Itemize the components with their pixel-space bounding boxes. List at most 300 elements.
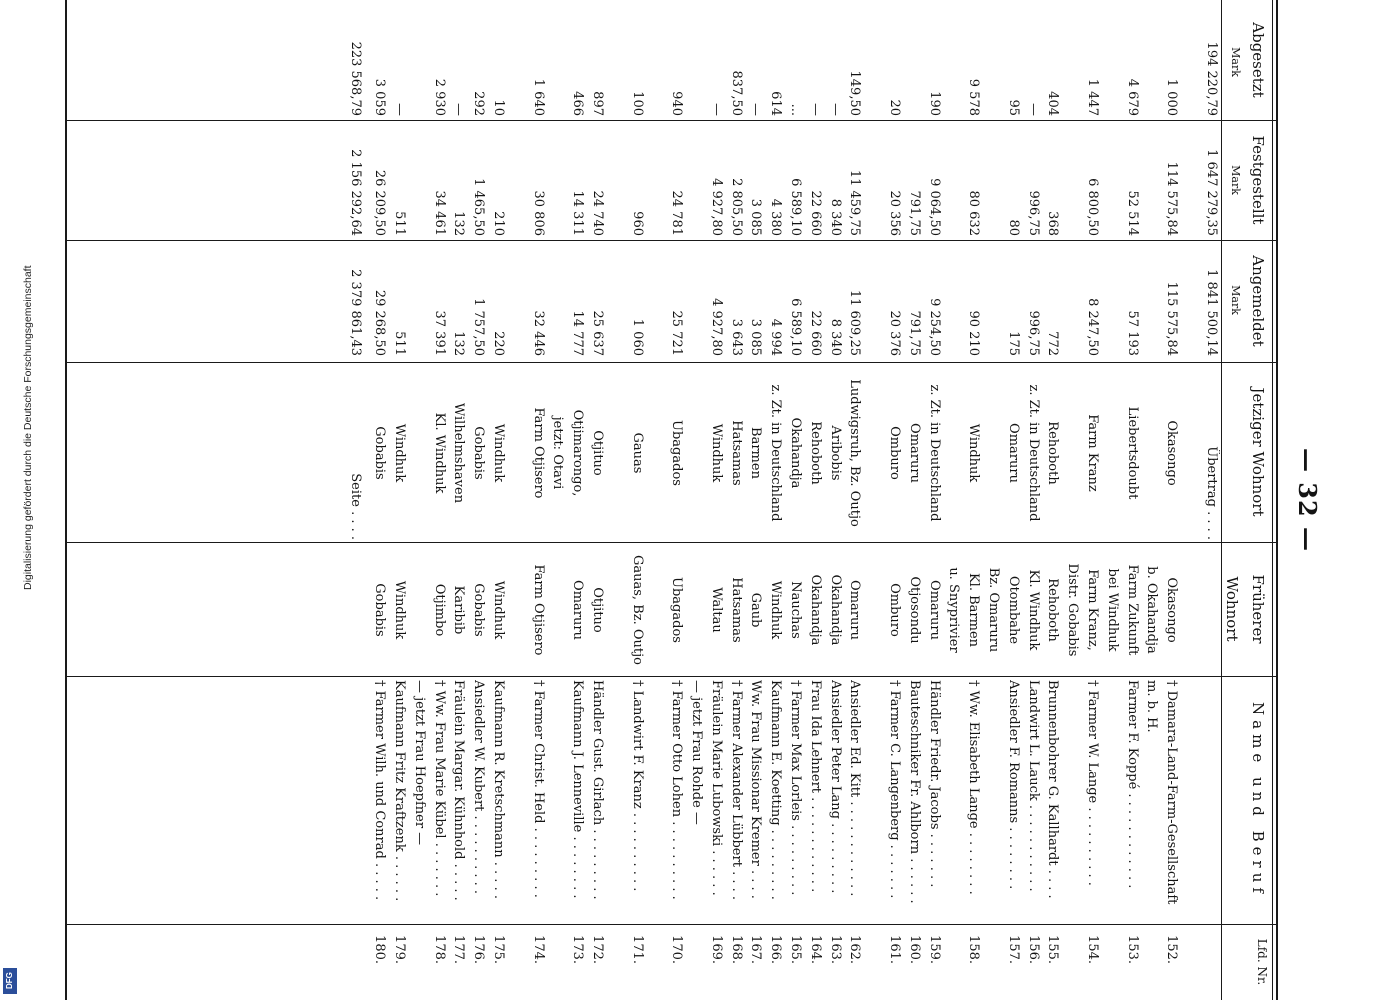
row-jetziger-wohnort: Otjimarongo, (570, 409, 586, 497)
row-angemeldet (1063, 244, 1081, 356)
row-jetziger-wohnort: Aribobis (827, 425, 843, 481)
row-name: Bauteschniker Fr. Ahlborn . . . . . . (906, 680, 922, 904)
row-name: † Farmer Max Lorleis . . . . . . . . . (788, 680, 803, 896)
row-frueherer-wohnort: Distr. Gobabis (1065, 563, 1081, 657)
row-frueherer-wohnort: bei Windhuk (1104, 568, 1120, 652)
row-frueherer-wohnort: b. Okahandja (1144, 566, 1160, 654)
row-frueherer-wohnort (687, 546, 705, 674)
row-festgestellt: 52 514 (1124, 190, 1140, 236)
row-jetziger-wohnort: Kl. Windhuk (431, 412, 447, 494)
table-row (608, 0, 626, 1000)
row-nr: 153. (1124, 935, 1140, 964)
table-row (845, 0, 863, 1000)
row-angemeldet: 1 757,50 (471, 298, 487, 356)
row-name (944, 680, 962, 922)
table-row (390, 0, 408, 1000)
row-name: Kaufmann E. Koetting . . . . . . . . . (768, 680, 784, 900)
row-name: † Farmer Wilh. und Conrad . . . . . (372, 680, 388, 901)
table-row (1123, 0, 1141, 1000)
row-angemeldet: 32 446 (530, 310, 546, 356)
row-frueherer-wohnort: Okahandja (827, 574, 843, 646)
row-abgesetzt: — (748, 103, 764, 116)
table-row (1043, 0, 1061, 1000)
row-abgesetzt: 1 640 (530, 78, 546, 116)
row-nr: 163. (827, 935, 843, 964)
row-name: Ansiedler F. Romanns . . . . . . . . (1005, 680, 1021, 890)
row-name: Brunnenbohrer G. Kallhardt . . . . (1045, 680, 1061, 899)
row-abgesetzt (865, 8, 883, 116)
row-abgesetzt: 2 930 (431, 78, 447, 116)
header-jetziger-wohnort: Jetziger Wohnort (1249, 387, 1267, 517)
row-frueherer-wohnort: Otombahe (1005, 575, 1021, 645)
row-name: † Landwirt F. Kranz . . . . . . . . . . (629, 680, 645, 892)
row-festgestellt: 20 356 (887, 190, 902, 236)
row-abgesetzt (509, 8, 527, 116)
table-row (727, 0, 745, 1000)
row-abgesetzt: 897 (590, 91, 605, 116)
row-abgesetzt: ... (788, 103, 803, 116)
table-row (1063, 0, 1081, 1000)
row-jetziger-wohnort: Gobabis (471, 426, 487, 480)
row-nr (687, 928, 705, 964)
row-name: † Ww. Frau Marie Kübel . . . . . . . (431, 680, 447, 897)
row-festgestellt: 80 632 (966, 190, 982, 236)
row-name: Kaufmann Fritz Kraftzenk . . . . . . (392, 680, 407, 902)
row-jetziger-wohnort: Windhuk (966, 423, 982, 483)
row-nr: 162. (847, 935, 863, 964)
row-nr: 159. (926, 935, 942, 964)
row-jetziger-wohnort: Gobabis (372, 426, 388, 480)
row-angemeldet (509, 244, 527, 356)
row-jetziger-wohnort (1063, 366, 1081, 540)
row-frueherer-wohnort: Kl. Windhuk (1025, 569, 1041, 651)
row-abgesetzt: 95 (1005, 99, 1021, 116)
row-jetziger-wohnort (1103, 366, 1121, 540)
row-jetziger-wohnort: Omaruru (906, 423, 922, 483)
row-festgestellt: 6 589,10 (788, 178, 803, 236)
row-nr (1063, 928, 1081, 964)
row-abgesetzt: 10 (491, 99, 506, 116)
row-name (1103, 680, 1121, 922)
row-name: — jetzt Frau Rohde — (689, 680, 704, 825)
row-angemeldet: 20 376 (887, 310, 902, 356)
row-festgestellt: 6 800,50 (1085, 178, 1100, 236)
table-row (449, 0, 467, 1000)
row-name (509, 680, 527, 922)
row-name: † Farmer Otto Lohen . . . . . . . . . . (669, 680, 685, 900)
row-nr: 154. (1085, 935, 1100, 964)
row-festgestellt (1142, 124, 1160, 236)
uebertrag-festgestellt: 1 647 279,35 (1204, 149, 1219, 236)
row-name: Kaufmann J. Lenneville . . . . . . . . (570, 680, 586, 899)
table-row (1142, 0, 1160, 1000)
row-abgesetzt: 292 (471, 91, 487, 116)
row-frueherer-wohnort (608, 546, 626, 674)
row-name: m. b. H. (1144, 680, 1160, 733)
row-frueherer-wohnort: Gaub (748, 592, 764, 628)
row-angemeldet (548, 244, 566, 356)
row-angemeldet: 29 268,50 (372, 289, 388, 356)
row-abgesetzt: — (807, 103, 823, 116)
row-abgesetzt: 20 (887, 99, 902, 116)
header-angemeldet: Angemeldet (1249, 255, 1267, 347)
row-festgestellt: 9 064,50 (926, 178, 942, 236)
row-name: Farmer F. Koppé . . . . . . . . . . . . (1124, 680, 1140, 889)
row-frueherer-wohnort: Farm Zukunft (1124, 564, 1140, 656)
row-nr: 160. (906, 935, 922, 964)
row-festgestellt: 3 085 (748, 198, 764, 236)
row-festgestellt: 22 660 (807, 190, 823, 236)
row-frueherer-wohnort: Omaruru (926, 580, 942, 640)
row-abgesetzt (944, 8, 962, 116)
row-nr (1103, 928, 1121, 964)
table-row (628, 0, 646, 1000)
row-name (984, 680, 1002, 922)
row-name: Frau Ida Lehnert . . . . . . . . . . . . (807, 680, 823, 893)
row-name: Ansiedler W. Kubert . . . . . . . . . . (471, 680, 487, 895)
row-festgestellt: 2 805,50 (728, 178, 744, 236)
row-angemeldet: 772 (1045, 331, 1061, 356)
row-nr: 161. (887, 935, 902, 964)
row-festgestellt: 210 (491, 211, 506, 236)
row-name: † Farmer Christ. Held . . . . . . . . . (530, 680, 546, 898)
header-festgestellt: Festgestellt (1249, 135, 1267, 225)
row-frueherer-wohnort: Farm Otjisero (530, 564, 546, 656)
row-jetziger-wohnort (647, 366, 665, 540)
row-abgesetzt: 837,50 (728, 70, 744, 116)
row-angemeldet: 9 254,50 (926, 298, 942, 356)
row-name: Fräulein Margar. Kühnhold . . . . . (451, 680, 467, 901)
row-nr: 169. (708, 935, 724, 964)
row-name (548, 680, 566, 922)
row-abgesetzt: 1 000 (1164, 78, 1180, 116)
table-row (667, 0, 685, 1000)
row-frueherer-wohnort: Otjimbo (431, 583, 447, 637)
row-name: Händler Gust. Girlach . . . . . . . . . (590, 680, 605, 900)
row-nr (1142, 928, 1160, 964)
row-nr: 171. (629, 935, 645, 964)
row-angemeldet: 11 609,25 (847, 289, 863, 356)
row-jetziger-wohnort: z. Zt. in Deutschland (1025, 384, 1041, 522)
row-frueherer-wohnort: Farm Kranz, (1085, 569, 1100, 651)
row-nr: 156. (1025, 935, 1041, 964)
row-angemeldet (687, 244, 705, 356)
row-abgesetzt: — (827, 103, 843, 116)
row-nr: 155. (1045, 935, 1061, 964)
uebertrag-label: Übertrag . . . . (1204, 446, 1219, 540)
row-nr: 157. (1005, 935, 1021, 964)
seite-row (346, 0, 364, 1000)
row-angemeldet: 1 060 (629, 318, 645, 356)
row-nr: 158. (966, 935, 982, 964)
row-jetziger-wohnort: Barmen (748, 427, 764, 479)
dfg-logo: DFG (3, 968, 17, 994)
row-angemeldet: 8 247,50 (1085, 298, 1100, 356)
row-frueherer-wohnort: Rehoboth (1045, 578, 1061, 642)
row-festgestellt: 4 380 (768, 198, 784, 236)
row-jetziger-wohnort: Windhuk (392, 423, 407, 483)
row-nr: 167. (748, 935, 764, 964)
row-name: † Damara-Land-Farm-Gesellschaft (1164, 680, 1180, 905)
row-abgesetzt: 149,50 (847, 70, 863, 116)
row-name: Händler Friedr. Jacobs . . . . . . . (926, 680, 942, 888)
row-name: Ww. Frau Missionar Kremer . . . . (748, 680, 764, 899)
row-festgestellt (548, 124, 566, 236)
row-festgestellt (865, 124, 883, 236)
row-festgestellt: 1 465,50 (471, 178, 487, 236)
row-nr: 172. (590, 935, 605, 964)
row-angemeldet: 25 721 (669, 310, 685, 356)
unit-festgestellt: Mark (1229, 165, 1242, 195)
row-festgestellt: 368 (1045, 211, 1061, 236)
row-festgestellt: 11 459,75 (847, 169, 863, 236)
table-row (548, 0, 566, 1000)
row-angemeldet (410, 244, 428, 356)
row-abgesetzt: 466 (570, 91, 586, 116)
row-name: † Farmer Alexander Lübbert . . . . (728, 680, 744, 900)
row-angemeldet: 6 589,10 (788, 298, 803, 356)
row-frueherer-wohnort (410, 546, 428, 674)
uebertrag-angemeldet: 1 841 500,14 (1204, 269, 1219, 356)
table-row (826, 0, 844, 1000)
row-festgestellt: 791,75 (906, 190, 922, 236)
row-jetziger-wohnort (865, 366, 883, 540)
row-nr: 180. (372, 935, 388, 964)
row-frueherer-wohnort: Ubagados (669, 577, 685, 643)
row-angemeldet: 14 777 (570, 310, 586, 356)
row-abgesetzt (687, 8, 705, 116)
table-row (885, 0, 903, 1000)
table-row (746, 0, 764, 1000)
row-festgestellt: 80 (1005, 219, 1021, 236)
row-abgesetzt: 3 059 (372, 78, 388, 116)
header-abgesetzt: Abgesetzt (1249, 22, 1267, 98)
row-angemeldet: 57 193 (1124, 310, 1140, 356)
row-jetziger-wohnort: Liebertsdoubt (1124, 406, 1140, 500)
table-row (469, 0, 487, 1000)
row-frueherer-wohnort: Hatsamas (728, 577, 744, 643)
row-angemeldet: 511 (392, 331, 407, 356)
header-nr: Lfd. Nr. (1255, 938, 1269, 986)
row-frueherer-wohnort: Omaruru (570, 580, 586, 640)
row-festgestellt: 8 340 (827, 198, 843, 236)
row-festgestellt: 132 (451, 211, 467, 236)
row-abgesetzt (1103, 8, 1121, 116)
table-row (509, 0, 527, 1000)
row-frueherer-wohnort: Gobabis (471, 583, 487, 637)
row-abgesetzt (984, 8, 1002, 116)
digitization-note: Digitalisierung gefördert durch die Deutsche Forschungsgemeinschaft (22, 265, 34, 590)
row-angemeldet: 996,75 (1025, 310, 1041, 356)
row-name (647, 680, 665, 922)
table-row (786, 0, 804, 1000)
table-row (430, 0, 448, 1000)
row-frueherer-wohnort (865, 546, 883, 674)
row-name: Ansiedler Peter Lang . . . . . . . . . (827, 680, 843, 894)
header-frueherer-wohnort: Früherer Wohnort (1223, 574, 1267, 644)
row-angemeldet (984, 244, 1002, 356)
table-row (984, 0, 1002, 1000)
table-row (370, 0, 388, 1000)
table-row (806, 0, 824, 1000)
row-abgesetzt: 404 (1045, 91, 1061, 116)
uebertrag-row (1202, 0, 1220, 1000)
row-name: Kaufmann R. Kretschmann . . . . . (491, 680, 506, 899)
row-jetziger-wohnort: Ubagados (669, 420, 685, 486)
row-jetziger-wohnort (984, 366, 1002, 540)
row-name: Fräulein Marie Lubowski . . . . . . (708, 680, 724, 896)
unit-abgesetzt: Mark (1229, 47, 1242, 77)
row-name: — jetzt Frau Hoepfner — (411, 680, 427, 846)
row-nr: 166. (768, 935, 784, 964)
row-jetziger-wohnort: Rehoboth (807, 421, 823, 485)
row-jetziger-wohnort: Gauas (629, 432, 645, 474)
table-row (588, 0, 606, 1000)
row-angemeldet: 132 (451, 331, 467, 356)
row-festgestellt: 30 806 (530, 190, 546, 236)
row-angemeldet (647, 244, 665, 356)
table-row (964, 0, 982, 1000)
row-abgesetzt: 4 679 (1124, 78, 1140, 116)
row-name: Ansiedler Ed. Kitt . . . . . . . . . . . . (847, 680, 863, 897)
row-angemeldet: 4 927,80 (708, 298, 724, 356)
row-festgestellt: 34 461 (431, 190, 447, 236)
row-angemeldet (865, 244, 883, 356)
row-angemeldet: 3 643 (728, 318, 744, 356)
row-abgesetzt (1063, 8, 1081, 116)
unit-angemeldet: Mark (1229, 285, 1242, 315)
row-nr: 152. (1164, 935, 1180, 964)
row-angemeldet (1142, 244, 1160, 356)
row-festgestellt (984, 124, 1002, 236)
table-row (410, 0, 428, 1000)
row-jetziger-wohnort: jetzt: Otavi (550, 416, 566, 490)
seite-abgesetzt: 223 568,79 (348, 41, 364, 116)
row-nr (984, 928, 1002, 964)
row-nr: 170. (669, 935, 685, 964)
row-abgesetzt: 614 (768, 91, 784, 116)
row-name (608, 680, 626, 922)
row-abgesetzt: — (392, 103, 407, 116)
row-frueherer-wohnort: Windhuk (768, 580, 784, 640)
row-frueherer-wohnort: Karibib (451, 585, 467, 635)
row-jetziger-wohnort: Farm Kranz (1085, 414, 1100, 492)
row-festgestellt (608, 124, 626, 236)
row-nr: 168. (728, 935, 744, 964)
row-nr (865, 928, 883, 964)
row-angemeldet: 25 637 (590, 310, 605, 356)
row-nr: 173. (570, 935, 586, 964)
table-row (1004, 0, 1022, 1000)
row-frueherer-wohnort: Waltau (708, 587, 724, 633)
row-abgesetzt (647, 8, 665, 116)
row-name (865, 680, 883, 922)
row-nr: 176. (471, 935, 487, 964)
seite-label: Seite . . . . (348, 473, 364, 540)
row-frueherer-wohnort: Otjituo (590, 587, 605, 633)
row-jetziger-wohnort (687, 366, 705, 540)
row-nr (410, 928, 428, 964)
row-nr: 179. (392, 935, 407, 964)
row-frueherer-wohnort (548, 546, 566, 674)
row-angemeldet (608, 244, 626, 356)
row-festgestellt (1063, 124, 1081, 236)
row-nr (944, 928, 962, 964)
row-name: Landwirt L. Lauck . . . . . . . . . . . (1025, 680, 1041, 892)
row-festgestellt: 960 (629, 211, 645, 236)
row-nr: 165. (788, 935, 803, 964)
row-abgesetzt: 1 447 (1085, 78, 1100, 116)
table-row (568, 0, 586, 1000)
row-jetziger-wohnort (410, 366, 428, 540)
table-row (1103, 0, 1121, 1000)
row-jetziger-wohnort (1142, 366, 1160, 540)
row-jetziger-wohnort: Ludwigsruh, Bz. Outjo (847, 379, 863, 527)
row-jetziger-wohnort: Rehoboth (1045, 421, 1061, 485)
row-frueherer-wohnort: Gauas, Bz. Outjo (629, 555, 645, 665)
row-abgesetzt: — (708, 103, 724, 116)
row-jetziger-wohnort: z. Zt. in Deutschland (768, 384, 784, 522)
table-row (1083, 0, 1101, 1000)
table-row (865, 0, 883, 1000)
row-abgesetzt (548, 8, 566, 116)
row-frueherer-wohnort: Omburo (887, 583, 902, 637)
row-abgesetzt: 100 (629, 91, 645, 116)
row-festgestellt (1103, 124, 1121, 236)
table-row (647, 0, 665, 1000)
uebertrag-abgesetzt: 194 220,79 (1204, 41, 1219, 116)
row-angemeldet: 220 (491, 331, 506, 356)
row-angemeldet: 8 340 (827, 318, 843, 356)
row-nr: 175. (491, 935, 506, 964)
table-row (687, 0, 705, 1000)
row-abgesetzt (410, 8, 428, 116)
row-frueherer-wohnort: Windhuk (392, 580, 407, 640)
row-nr: 177. (451, 935, 467, 964)
row-festgestellt (944, 124, 962, 236)
row-name: † Farmer W. Lange . . . . . . . . . . (1085, 680, 1100, 886)
row-angemeldet: 90 210 (966, 310, 982, 356)
row-angemeldet: 175 (1005, 331, 1021, 356)
row-nr: 164. (807, 935, 823, 964)
table-row (707, 0, 725, 1000)
row-frueherer-wohnort: Okasongo (1164, 577, 1180, 643)
row-jetziger-wohnort: Farm Otjisero (530, 407, 546, 499)
row-jetziger-wohnort: z. Zt. in Deutschland (926, 384, 942, 522)
row-abgesetzt: — (451, 103, 467, 116)
table-row (1162, 0, 1180, 1000)
row-angemeldet: 115 575,84 (1164, 281, 1180, 356)
row-frueherer-wohnort: Okahandja (807, 574, 823, 646)
row-angemeldet: 37 391 (431, 310, 447, 356)
row-festgestellt: 14 311 (570, 190, 586, 236)
row-frueherer-wohnort (647, 546, 665, 674)
row-jetziger-wohnort: Okasongo (1164, 420, 1180, 486)
row-jetziger-wohnort: Windhuk (708, 423, 724, 483)
row-abgesetzt (905, 8, 923, 116)
row-angemeldet (944, 244, 962, 356)
row-abgesetzt: 9 578 (966, 78, 982, 116)
header-name: Name und Beruf (1249, 702, 1267, 898)
row-frueherer-wohnort: Bz. Omaruru (986, 567, 1001, 653)
row-nr (647, 928, 665, 964)
row-festgestellt: 511 (392, 211, 407, 236)
row-frueherer-wohnort (509, 546, 527, 674)
row-jetziger-wohnort: Windhuk (491, 423, 506, 483)
row-abgesetzt: 190 (926, 91, 942, 116)
seite-angemeldet: 2 379 861,43 (348, 269, 364, 356)
row-festgestellt (647, 124, 665, 236)
